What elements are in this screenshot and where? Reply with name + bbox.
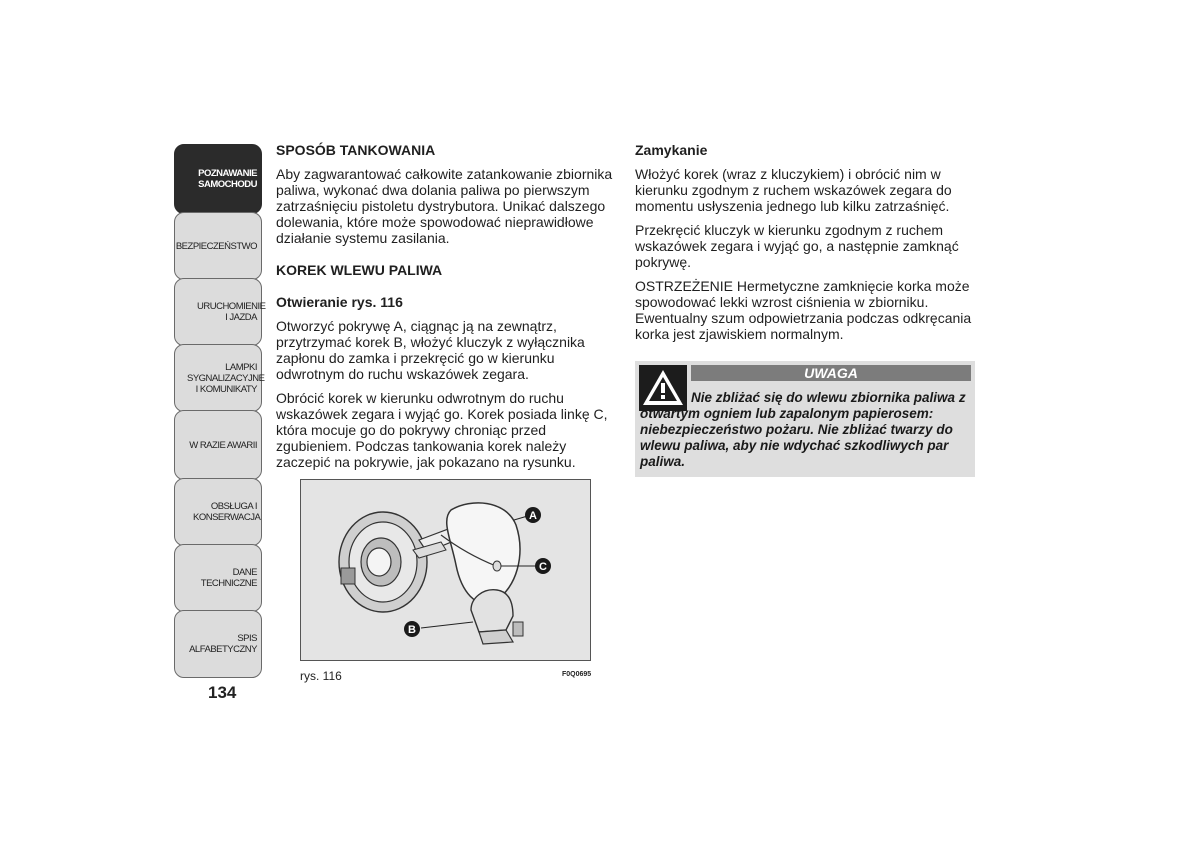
callout-c-label: C — [539, 561, 547, 573]
figure-caption: rys. 116 — [300, 669, 342, 683]
fuel-cap-illustration — [301, 480, 590, 660]
warning-title: UWAGA — [691, 365, 971, 381]
paragraph-tankowanie: Aby zagwarantować całkowite zatankowanie zbiornika paliwa, wykonać dwa dolania paliwa po pierwszym zatrzaśnięciu pistoletu dystrybutora. Unikać dalszego dolewania, które może spowodować nieprawidłowe działanie systemu zasilania. — [276, 166, 613, 246]
paragraph-zamykanie-1: Włożyć korek (wraz z kluczykiem) i obrócić nim w kierunku zgodnym z ruchem wskazówek zegara do momentu usłyszenia jednego lub kilku zatrzaśnięć. — [635, 166, 952, 214]
tab-label: URUCHOMIENIE I JAZDA — [197, 301, 266, 323]
heading-korek-wlewu: KOREK WLEWU PALIWA — [276, 262, 443, 278]
warning-text: Nie zbliżać się do wlewu zbiornika paliwa z otwartym ogniem lub zapalonym papierosem: niebezpieczeństwo pożaru. Nie zbliżać twarzy do wlewu paliwa, aby nie wdychać szkodliwych par paliwa. — [640, 390, 966, 469]
page-number: 134 — [208, 683, 237, 702]
tab-label: POZNAWANIE SAMOCHODU — [198, 168, 257, 190]
right-column — [635, 142, 980, 350]
paragraph-obrocic: Obrócić korek w kierunku odwrotnym do ruchu wskazówek zegara i wyjąć go. Korek posiada linkę C, która mocuje go do pokrywy chroniąc przed zgubieniem. Podczas tankowania korek należy zaczepić na pokrywie, jak pokazano na rysunku. — [276, 390, 608, 470]
tab-uruchomienie[interactable] — [174, 278, 266, 346]
tab-label: BEZPIECZEŃSTWO — [175, 240, 257, 252]
tab-label: W RAZIE AWARII — [189, 439, 257, 451]
tab-label: DANE TECHNICZNE — [200, 567, 257, 589]
tab-label: SPIS ALFABETYCZNY — [189, 633, 257, 655]
tab-poznawanie-samochodu[interactable] — [174, 144, 262, 214]
tab-w-razie-awarii[interactable] — [174, 410, 262, 480]
warning-box — [635, 361, 975, 477]
tab-label: OBSŁUGA I KONSERWACJA — [193, 501, 261, 523]
figure-fuel-cap — [300, 479, 591, 661]
paragraph-zamykanie-2: Przekręcić kluczyk w kierunku zgodnym z ruchem wskazówek zegara i wyjąć go, a następnie zamknąć pokrywę. — [635, 222, 959, 270]
tab-label: LAMPKI SYGNALIZACYJNE I KOMUNIKATY — [187, 361, 265, 395]
callout-a-label: A — [529, 510, 537, 522]
tab-obsluga[interactable] — [174, 478, 262, 546]
heading-zamykanie: Zamykanie — [635, 142, 708, 158]
figure-code: F0Q0695 — [562, 671, 592, 678]
left-column — [276, 142, 616, 478]
tab-dane-techniczne[interactable] — [174, 544, 262, 612]
tab-bezpieczenstwo[interactable] — [174, 212, 262, 280]
heading-sposob-tankowania: SPOSÓB TANKOWANIA — [276, 142, 436, 158]
callout-b-label: B — [408, 624, 416, 636]
subheading-otwieranie: Otwieranie rys. 116 — [276, 294, 403, 310]
paragraph-otwieranie: Otworzyć pokrywę A, ciągnąc ją na zewnątrz, przytrzymać korek B, włożyć kluczyk z wyłącznika zapłonu do zamka i przekręcić go w kierunku odwrotnym do ruchu wskazówek zegara. — [276, 318, 585, 382]
tab-spis-alfabetyczny[interactable] — [174, 610, 262, 678]
paragraph-ostrzezenie: OSTRZEŻENIE Hermetyczne zamknięcie korka może spowodować lekki wzrost ciśnienia w zbiorniku. Ewentualny szum odpowietrzania podczas odkręcania korka jest zjawiskiem normalnym. — [635, 278, 972, 342]
tab-lampki[interactable] — [174, 344, 265, 412]
